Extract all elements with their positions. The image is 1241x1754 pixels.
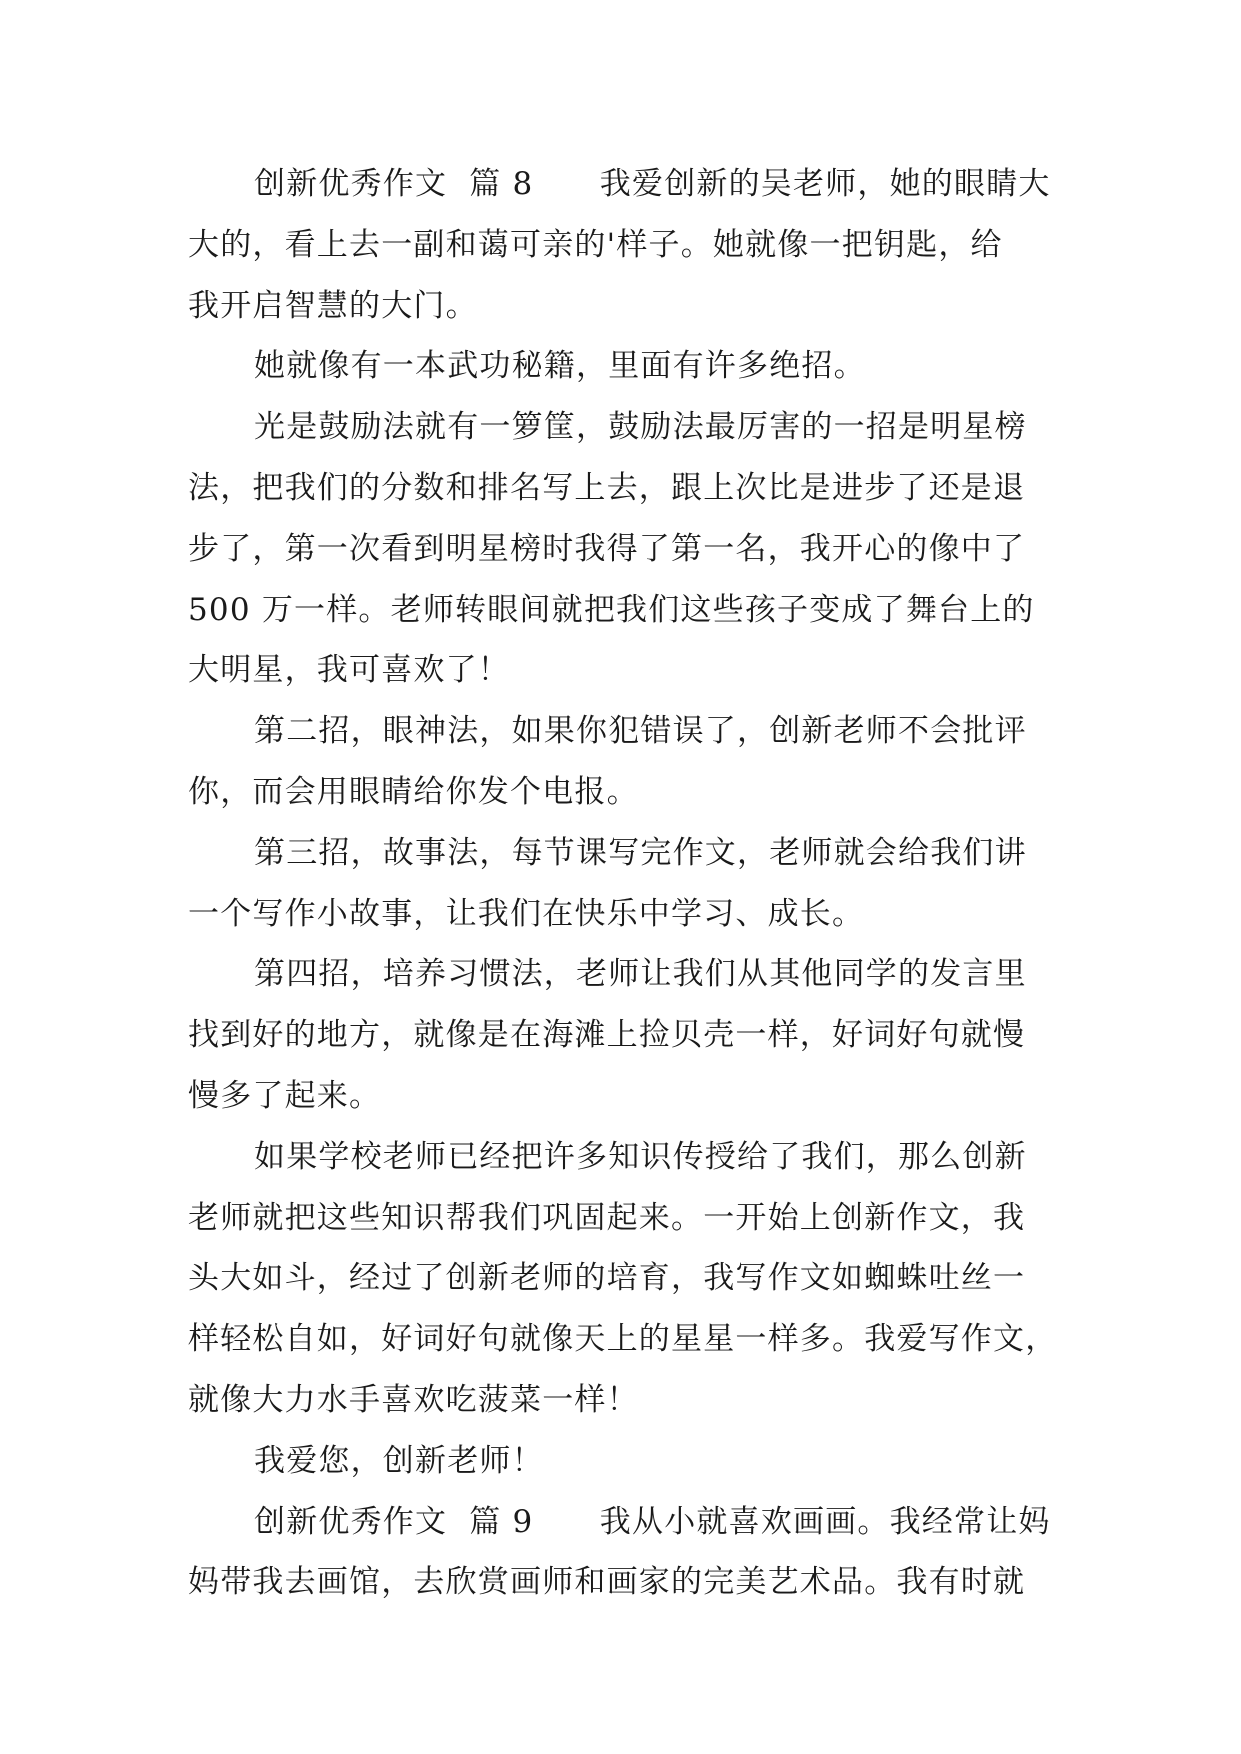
- text-line: 大的，看上去一副和蔼可亲的'样子。她就像一把钥匙，给: [188, 226, 1003, 263]
- text-line: 第三招，故事法，每节课写完作文，老师就会给我们讲: [254, 834, 1027, 871]
- text-line: 步了，第一次看到明星榜时我得了第一名，我开心的像中了: [188, 530, 1026, 567]
- text-line: 一个写作小故事，让我们在快乐中学习、成长。: [188, 895, 865, 932]
- text-line: 我爱您，创新老师！: [254, 1442, 544, 1479]
- text-line: 就像大力水手喜欢吃菠菜一样！: [188, 1381, 639, 1418]
- text-line: 妈带我去画馆，去欣赏画师和画家的完美艺术品。我有时就: [188, 1564, 1026, 1601]
- text-line: 老师就把这些知识帮我们巩固起来。一开始上创新作文，我: [188, 1199, 1026, 1236]
- text-line: 第四招，培养习惯法，老师让我们从其他同学的发言里: [254, 956, 1027, 993]
- text-line: 慢多了起来。: [188, 1077, 382, 1114]
- text-line: 我开启智慧的大门。: [188, 287, 478, 324]
- text-line: 500 万一样。老师转眼间就把我们这些孩子变成了舞台上的: [188, 591, 1035, 628]
- text-line: 大明星，我可喜欢了！: [188, 652, 510, 689]
- text-line: 第二招，眼神法，如果你犯错误了，创新老师不会批评: [254, 713, 1027, 750]
- text-line: 创新优秀作文 篇 8 我爱创新的吴老师，她的眼睛大: [254, 166, 1051, 202]
- text-line: 法，把我们的分数和排名写上去，跟上次比是进步了还是退: [188, 469, 1026, 506]
- text-line: 你，而会用眼睛给你发个电报。: [188, 773, 639, 810]
- text-line: 光是鼓励法就有一箩筐，鼓励法最厉害的一招是明星榜: [254, 409, 1027, 446]
- text-line: 如果学校老师已经把许多知识传授给了我们，那么创新: [254, 1138, 1027, 1175]
- text-line: 创新优秀作文 篇 9 我从小就喜欢画画。我经常让妈: [254, 1503, 1051, 1540]
- text-line: 样轻松自如，好词好句就像天上的星星一样多。我爱写作文，: [188, 1321, 1058, 1358]
- text-line: 她就像有一本武功秘籍，里面有许多绝招。: [254, 348, 866, 385]
- text-line: 找到好的地方，就像是在海滩上捡贝壳一样，好词好句就慢: [188, 1017, 1026, 1054]
- text-line: 头大如斗，经过了创新老师的培育，我写作文如蜘蛛吐丝一: [188, 1260, 1026, 1297]
- essay-text-body: [188, 154, 1058, 1613]
